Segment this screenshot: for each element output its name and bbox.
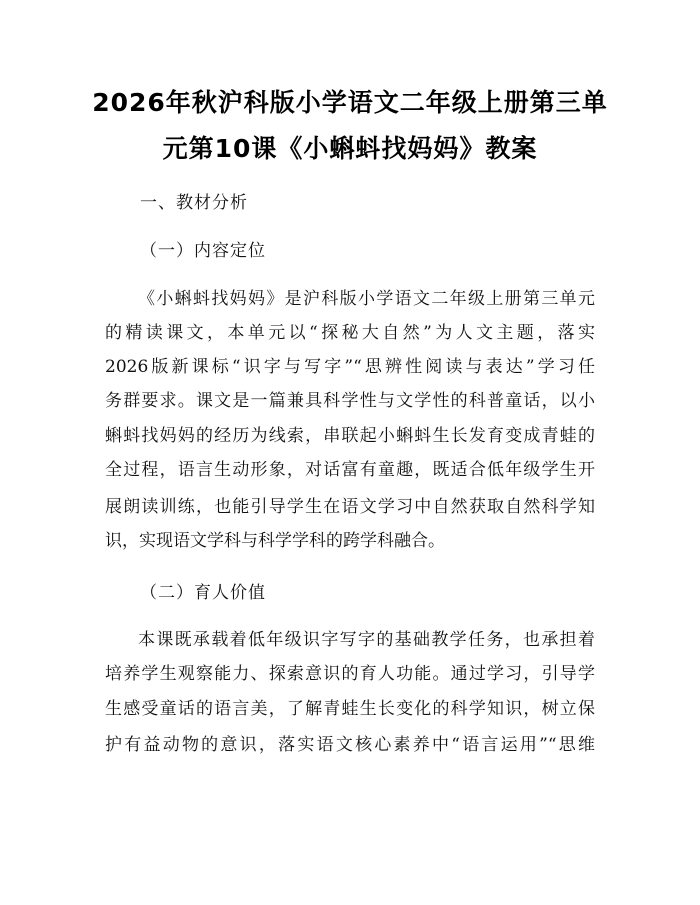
- paragraph-2-line: 生感受童话的语言美，了解青蛙生长变化的科学知识，树立保: [105, 699, 595, 719]
- paragraph-1-line: 识，实现语文学科与科学学科的跨学科融合。: [105, 531, 445, 551]
- section-heading-teaching-material-analysis: 一、教材分析: [140, 193, 248, 213]
- subsection-heading-educational-value: （二）育人价值: [140, 583, 266, 603]
- document-title-line-2: 元第10课《小蝌蚪找妈妈》教案: [162, 134, 538, 163]
- document-title-line-1: 2026年秋沪科版小学语文二年级上册第三单: [92, 88, 608, 117]
- paragraph-2-line: 护有益动物的意识，落实语文核心素养中“语言运用”“思维: [105, 735, 595, 755]
- paragraph-1-line: 蝌蚪找妈妈的经历为线索，串联起小蝌蚪生长发育变成青蛙的: [105, 426, 595, 446]
- subsection-heading-content-positioning: （一）内容定位: [140, 241, 266, 261]
- paragraph-1-line: 展朗读训练，也能引导学生在语文学习中自然获取自然科学知: [105, 497, 595, 517]
- paragraph-1-line: 全过程，语言生动形象，对话富有童趣，既适合低年级学生开: [105, 460, 595, 480]
- paragraph-2-line: 本课既承载着低年级识字写字的基础教学任务，也承担着: [138, 630, 595, 650]
- paragraph-1-line: 务群要求。课文是一篇兼具科学性与文学性的科普童话，以小: [105, 391, 595, 411]
- paragraph-1-line: 2026版新课标“识字与写字”“思辨性阅读与表达”学习任: [105, 357, 595, 377]
- paragraph-1-line: 《小蝌蚪找妈妈》是沪科版小学语文二年级上册第三单元: [138, 289, 595, 309]
- paragraph-2-line: 培养学生观察能力、探索意识的育人功能。通过学习，引导学: [105, 664, 595, 684]
- paragraph-1-line: 的精读课文，本单元以“探秘大自然”为人文主题，落实: [105, 323, 595, 343]
